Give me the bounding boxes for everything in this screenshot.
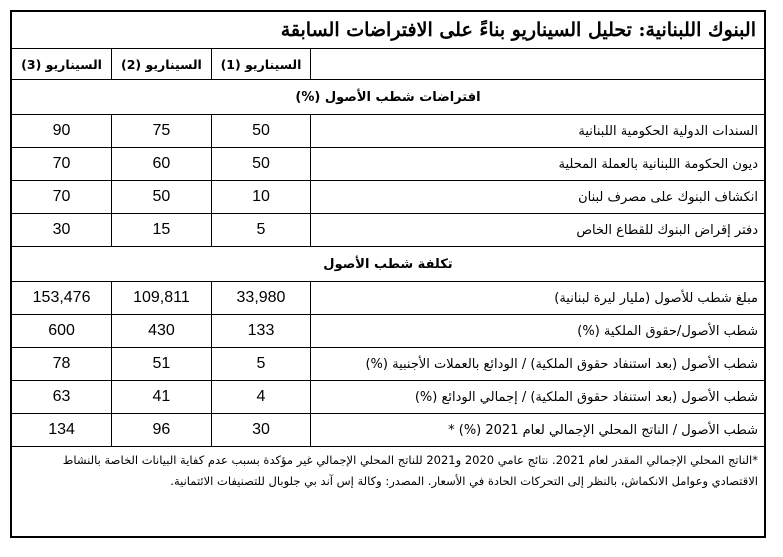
row-value: 63 xyxy=(12,381,112,414)
section-heading-row xyxy=(12,80,764,115)
row-label: شطب الأصول/حقوق الملكية (%) xyxy=(311,315,764,348)
header-scenario-2: السيناريو (2) xyxy=(112,49,212,80)
row-value: 30 xyxy=(12,214,112,247)
footnote: *الناتج المحلي الإجمالي المقدر لعام 2021. نتائج عامي 2020 و2021 للناتج المحلي الإجمالي غير مؤكدة بسبب عدم كفاية البيانات الخاصة بالنشاط الاقتصادي وعوامل الانكماش، بالنظر إلى التحركات الحادة في الأسعار. المصدر: وكالة إس آند بي جلوبال للتصنيفات الائتمانية. xyxy=(62,453,758,488)
row-label: شطب الأصول (بعد استنفاد حقوق الملكية) / إجمالي الودائع (%) xyxy=(311,381,764,414)
scenario-analysis-table xyxy=(10,10,766,538)
row-value: 15 xyxy=(112,214,212,247)
row-value: 10 xyxy=(211,181,311,214)
row-value: 51 xyxy=(112,348,212,381)
table-row xyxy=(12,348,764,381)
table-row xyxy=(12,115,764,148)
row-label: شطب الأصول (بعد استنفاد حقوق الملكية) / الودائع بالعملات الأجنبية (%) xyxy=(311,348,764,381)
row-value: 33,980 xyxy=(211,282,311,315)
row-value: 96 xyxy=(112,414,212,447)
row-value: 70 xyxy=(12,148,112,181)
table-row xyxy=(12,315,764,348)
table-row xyxy=(12,381,764,414)
row-value: 41 xyxy=(112,381,212,414)
table-row xyxy=(12,282,764,315)
row-value: 430 xyxy=(112,315,212,348)
row-value: 90 xyxy=(12,115,112,148)
row-label: شطب الأصول / الناتج المحلي الإجمالي لعام 2021 (%) * xyxy=(311,414,764,447)
row-value: 60 xyxy=(112,148,212,181)
row-value: 50 xyxy=(211,148,311,181)
section-heading: افتراضات شطب الأصول (%) xyxy=(12,80,764,115)
header-label-cell xyxy=(311,49,764,80)
row-value: 133 xyxy=(211,315,311,348)
row-value: 75 xyxy=(112,115,212,148)
table-title: البنوك اللبنانية: تحليل السيناريو بناءً على الافتراضات السابقة xyxy=(12,12,764,49)
table-row xyxy=(12,414,764,447)
row-value: 78 xyxy=(12,348,112,381)
row-value: 30 xyxy=(211,414,311,447)
row-label: السندات الدولية الحكومية اللبنانية xyxy=(311,115,764,148)
header-scenario-3: السيناريو (3) xyxy=(12,49,112,80)
row-label: ديون الحكومة اللبنانية بالعملة المحلية xyxy=(311,148,764,181)
row-label: دفتر إقراض البنوك للقطاع الخاص xyxy=(311,214,764,247)
section-heading-row xyxy=(12,247,764,282)
table-row xyxy=(12,148,764,181)
row-label: مبلغ شطب للأصول (مليار ليرة لبنانية) xyxy=(311,282,764,315)
row-value: 70 xyxy=(12,181,112,214)
row-value: 50 xyxy=(211,115,311,148)
row-value: 4 xyxy=(211,381,311,414)
header-row xyxy=(12,49,764,80)
header-scenario-1: السيناريو (1) xyxy=(211,49,311,80)
data-table xyxy=(12,49,764,447)
row-value: 5 xyxy=(211,214,311,247)
row-value: 109,811 xyxy=(112,282,212,315)
row-value: 5 xyxy=(211,348,311,381)
row-value: 600 xyxy=(12,315,112,348)
section-heading: تكلفة شطب الأصول xyxy=(12,247,764,282)
row-label: انكشاف البنوك على مصرف لبنان xyxy=(311,181,764,214)
row-value: 153,476 xyxy=(12,282,112,315)
row-value: 50 xyxy=(112,181,212,214)
table-row xyxy=(12,214,764,247)
row-value: 134 xyxy=(12,414,112,447)
table-row xyxy=(12,181,764,214)
